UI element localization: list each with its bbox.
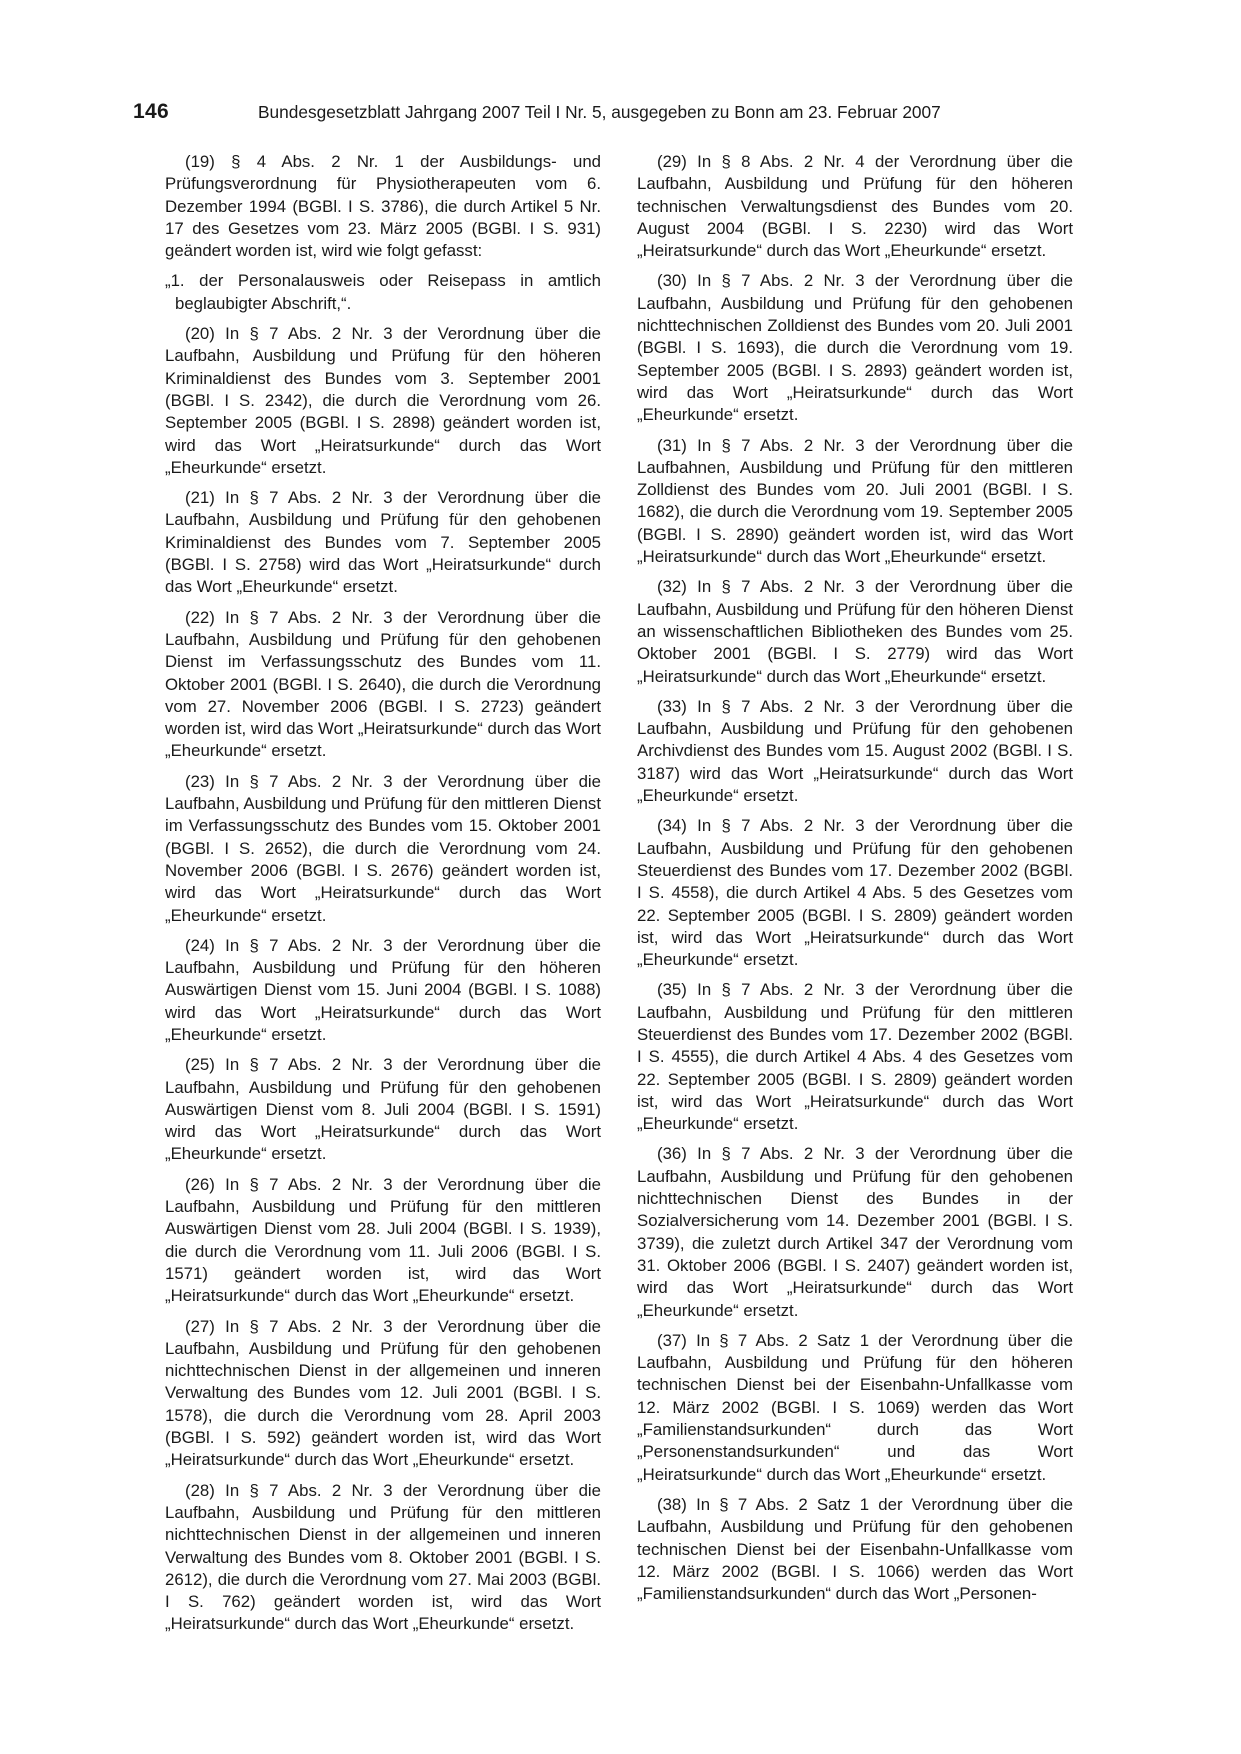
paragraph-30: (30) In § 7 Abs. 2 Nr. 3 der Verordnung über die Laufbahn, Ausbildung und Prüfung für den gehobenen nichttechnischen Zolldienst des Bundes vom 20. Juli 2001 (BGBl. I S. 1693), die durch die Verordnung vom 19. September 2005 (BGBl. I S. 2893) geändert worden ist, wird das Wort „Heiratsurkunde“ durch das Wort „Eheurkunde“ ersetzt. — [637, 271, 1073, 425]
paragraph-34: (34) In § 7 Abs. 2 Nr. 3 der Verordnung über die Laufbahn, Ausbildung und Prüfung für den gehobenen Steuerdienst des Bundes vom 17. Dezember 2002 (BGBl. I S. 4558), die durch Artikel 4 Abs. 5 des Gesetzes vom 22. September 2005 (BGBl. I S. 2809) geändert worden ist, wird das Wort „Heiratsurkunde“ durch das Wort „Eheurkunde“ ersetzt. — [637, 816, 1073, 970]
paragraph-31: (31) In § 7 Abs. 2 Nr. 3 der Verordnung über die Laufbahnen, Ausbildung und Prüfung für den mittleren Zolldienst des Bundes vom 20. Juli 2001 (BGBl. I S. 1682), die durch die Verordnung vom 19. September 2005 (BGBl. I S. 2890) geändert worden ist, wird das Wort „Heiratsurkunde“ durch das Wort „Eheurkunde“ ersetzt. — [637, 435, 1073, 567]
paragraph-26: (26) In § 7 Abs. 2 Nr. 3 der Verordnung über die Laufbahn, Ausbildung und Prüfung für den mittleren Auswärtigen Dienst vom 28. Juli 2004 (BGBl. I S. 1939), die durch die Verordnung vom 11. Juli 2006 (BGBl. I S. 1571) geändert worden ist, wird das Wort „Heiratsurkunde“ durch das Wort „Eheurkunde“ ersetzt. — [165, 1174, 601, 1306]
paragraph-28: (28) In § 7 Abs. 2 Nr. 3 der Verordnung über die Laufbahn, Ausbildung und Prüfung für den mittleren nichttechnischen Dienst in der allgemeinen und inneren Verwaltung des Bundes vom 8. Oktober 2001 (BGBl. I S. 2612), die durch die Verordnung vom 27. Mai 2003 (BGBl. I S. 762) geändert worden ist, wird das Wort „Heiratsurkunde“ durch das Wort „Eheurkunde“ ersetzt. — [165, 1480, 601, 1634]
paragraph-20: (20) In § 7 Abs. 2 Nr. 3 der Verordnung über die Laufbahn, Ausbildung und Prüfung für den höheren Kriminaldienst des Bundes vom 3. September 2001 (BGBl. I S. 2342), die durch die Verordnung vom 26. September 2005 (BGBl. I S. 2898) geändert worden ist, wird das Wort „Heiratsurkunde“ durch das Wort „Eheurkunde“ ersetzt. — [165, 324, 601, 477]
paragraph-27: (27) In § 7 Abs. 2 Nr. 3 der Verordnung über die Laufbahn, Ausbildung und Prüfung für den gehobenen nichttechnischen Dienst in der allgemeinen und inneren Verwaltung des Bundes vom 12. Juli 2001 (BGBl. I S. 1578), die durch die Verordnung vom 28. April 2003 (BGBl. I S. 592) geändert worden ist, wird das Wort „Heiratsurkunde“ durch das Wort „Eheurkunde“ ersetzt. — [165, 1316, 601, 1470]
paragraph-23: (23) In § 7 Abs. 2 Nr. 3 der Verordnung über die Laufbahn, Ausbildung und Prüfung für den mittleren Dienst im Verfassungsschutz des Bundes vom 15. Oktober 2001 (BGBl. I S. 2652), die durch die Verordnung vom 24. November 2006 (BGBl. I S. 2676) geändert worden ist, wird das Wort „Heiratsurkunde“ durch das Wort „Eheurkunde“ ersetzt. — [165, 771, 601, 925]
paragraph-36: (36) In § 7 Abs. 2 Nr. 3 der Verordnung über die Laufbahn, Ausbildung und Prüfung für den gehobenen nichttechnischen Dienst des Bundes in der Sozialversicherung vom 14. Dezember 2001 (BGBl. I S. 3739), die zuletzt durch Artikel 347 der Verordnung vom 31. Oktober 2006 (BGBl. I S. 2407) geändert worden ist, wird das Wort „Heiratsurkunde“ durch das Wort „Eheurkunde“ ersetzt. — [637, 1144, 1073, 1320]
paragraph-22: (22) In § 7 Abs. 2 Nr. 3 der Verordnung über die Laufbahn, Ausbildung und Prüfung für den gehobenen Dienst im Verfassungsschutz des Bundes vom 11. Oktober 2001 (BGBl. I S. 2640), die durch die Verordnung vom 27. November 2006 (BGBl. I S. 2723) geändert worden ist, wird das Wort „Heiratsurkunde“ durch das Wort „Eheurkunde“ ersetzt. — [165, 607, 601, 761]
right-column — [637, 151, 1073, 1613]
paragraph-33: (33) In § 7 Abs. 2 Nr. 3 der Verordnung über die Laufbahn, Ausbildung und Prüfung für den gehobenen Archivdienst des Bundes vom 15. August 2002 (BGBl. I S. 3187) wird das Wort „Heiratsurkunde“ durch das Wort „Eheurkunde“ ersetzt. — [637, 696, 1073, 806]
paragraph-32: (32) In § 7 Abs. 2 Nr. 3 der Verordnung über die Laufbahn, Ausbildung und Prüfung für den höheren Dienst an wissenschaftlichen Bibliotheken des Bundes vom 25. Oktober 2001 (BGBl. I S. 2779) wird das Wort „Heiratsurkunde“ durch das Wort „Eheurkunde“ ersetzt. — [637, 577, 1073, 686]
paragraph-21: (21) In § 7 Abs. 2 Nr. 3 der Verordnung über die Laufbahn, Ausbildung und Prüfung für den gehobenen Kriminaldienst des Bundes vom 7. September 2005 (BGBl. I S. 2758) wird das Wort „Heiratsurkunde“ durch das Wort „Eheurkunde“ ersetzt. — [165, 488, 601, 597]
paragraph-24: (24) In § 7 Abs. 2 Nr. 3 der Verordnung über die Laufbahn, Ausbildung und Prüfung für den höheren Auswärtigen Dienst vom 15. Juni 2004 (BGBl. I S. 1088) wird das Wort „Heiratsurkunde“ durch das Wort „Eheurkunde“ ersetzt. — [165, 935, 601, 1044]
running-head: Bundesgesetzblatt Jahrgang 2007 Teil I Nr. 5, ausgegeben zu Bonn am 23. Februar 2007 — [258, 102, 941, 122]
quoted-item-1: „1. der Personalausweis oder Reisepass in amtlich beglaubigter Abschrift,“. — [165, 271, 601, 313]
paragraph-37: (37) In § 7 Abs. 2 Satz 1 der Verordnung über die Laufbahn, Ausbildung und Prüfung für den höheren technischen Dienst bei der Eisenbahn-Unfallkasse vom 12. März 2002 (BGBl. I S. 1069) werden das Wort „Familienstandsurkunden“ durch das Wort „Personenstandsurkunden“ und das Wort „Heiratsurkunde“ durch das Wort „Eheurkunde“ ersetzt. — [637, 1330, 1073, 1484]
left-column — [165, 151, 601, 1644]
paragraph-38: (38) In § 7 Abs. 2 Satz 1 der Verordnung über die Laufbahn, Ausbildung und Prüfung für den gehobenen technischen Dienst bei der Eisenbahn-Unfallkasse vom 12. März 2002 (BGBl. I S. 1066) werden das Wort „Familienstandsurkunden“ durch das Wort „Personen- — [637, 1494, 1073, 1604]
paragraph-25: (25) In § 7 Abs. 2 Nr. 3 der Verordnung über die Laufbahn, Ausbildung und Prüfung für den gehobenen Auswärtigen Dienst vom 8. Juli 2004 (BGBl. I S. 1591) wird das Wort „Heiratsurkunde“ durch das Wort „Eheurkunde“ ersetzt. — [165, 1055, 601, 1164]
paragraph-29: (29) In § 8 Abs. 2 Nr. 4 der Verordnung über die Laufbahn, Ausbildung und Prüfung für den höheren technischen Verwaltungsdienst des Bundes vom 20. August 2004 (BGBl. I S. 2230) wird das Wort „Heiratsurkunde“ durch das Wort „Eheurkunde“ ersetzt. — [637, 152, 1073, 261]
paragraph-35: (35) In § 7 Abs. 2 Nr. 3 der Verordnung über die Laufbahn, Ausbildung und Prüfung für den mittleren Steuerdienst des Bundes vom 17. Dezember 2002 (BGBl. I S. 4555), die durch Artikel 4 Abs. 4 des Gesetzes vom 22. September 2005 (BGBl. I S. 2809) geändert worden ist, wird das Wort „Heiratsurkunde“ durch das Wort „Eheurkunde“ ersetzt. — [637, 980, 1073, 1134]
page-header — [133, 100, 1003, 130]
paragraph-19: (19) § 4 Abs. 2 Nr. 1 der Ausbildungs- und Prüfungsverordnung für Physiotherapeuten vom 6. Dezember 1994 (BGBl. I S. 3786), die durch Artikel 5 Nr. 17 des Gesetzes vom 23. März 2005 (BGBl. I S. 931) geändert worden ist, wird wie folgt gefasst: — [165, 152, 601, 261]
page-number: 146 — [133, 100, 169, 123]
